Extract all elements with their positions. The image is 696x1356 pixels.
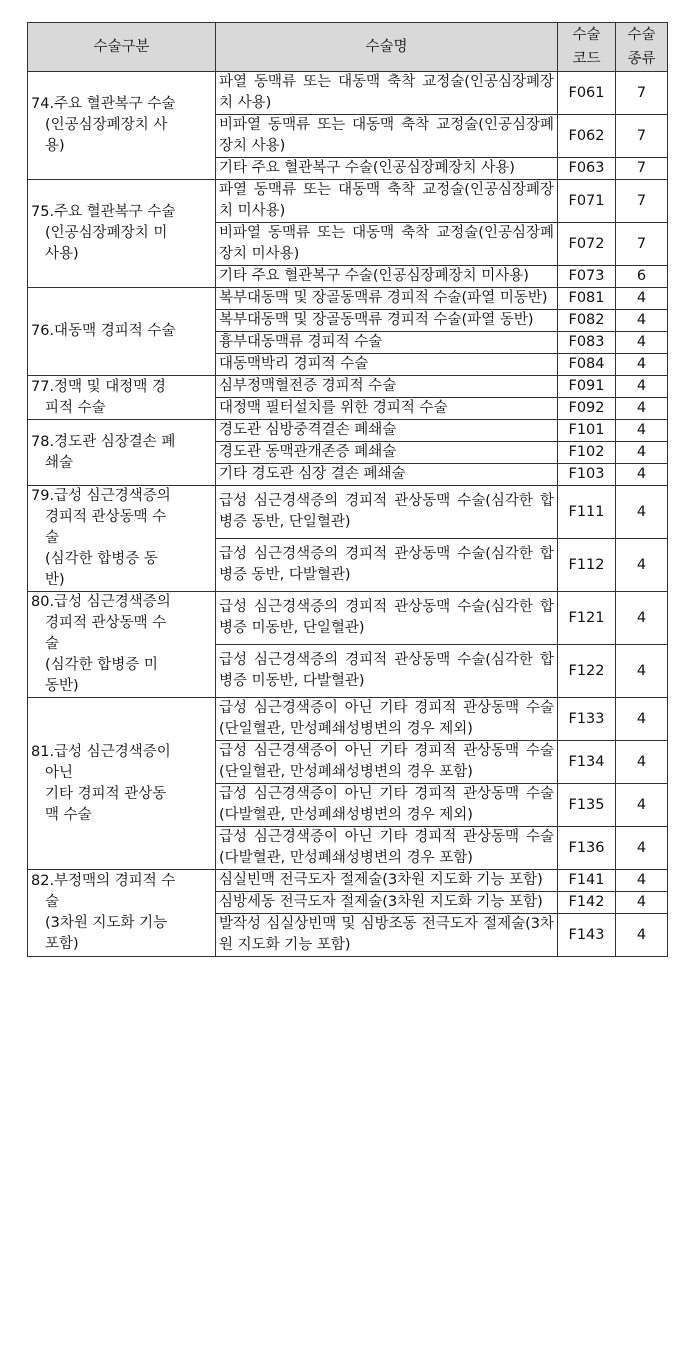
surgery-name-cell: 기타 경도관 심장 결손 폐쇄술 (216, 464, 558, 486)
category-line: (심각한 합병증 동 (45, 551, 158, 567)
surgery-name-cell: 흉부대동맥류 경피적 수술 (216, 332, 558, 354)
category-line: 기타 경피적 관상동 (45, 785, 167, 802)
table-row (28, 698, 668, 741)
surgery-code-cell: F133 (558, 698, 616, 741)
surgery-name-cell: 복부대동맥 및 장골동맥류 경피적 수술(파열 미동반) (216, 288, 558, 310)
table-row (28, 180, 668, 223)
surgery-code-cell: F101 (558, 420, 616, 442)
surgery-name-cell: 급성 심근경색증의 경피적 관상동맥 수술(심각한 합병증 미동반, 다발혈관) (216, 645, 558, 698)
surgery-code-cell: F082 (558, 310, 616, 332)
surgery-name-cell: 대동맥박리 경피적 수술 (216, 354, 558, 376)
surgery-name-cell: 심실빈맥 전극도자 절제술(3차원 지도화 기능 포함) (216, 870, 558, 892)
category-line: 74.주요 혈관복구 수술 (31, 96, 176, 112)
surgery-name-cell: 심방세동 전극도자 절제술(3차원 지도화 기능 포함) (216, 892, 558, 914)
table-row (28, 870, 668, 892)
surgery-code-cell: F112 (558, 539, 616, 592)
surgery-name-cell: 심부정맥혈전증 경피적 수술 (216, 376, 558, 398)
surgery-type-cell: 4 (616, 310, 668, 332)
category-line: 술 (45, 894, 60, 910)
table-row (28, 72, 668, 115)
surgery-code-cell: F091 (558, 376, 616, 398)
surgery-type-cell: 4 (616, 398, 668, 420)
category-cell (28, 376, 216, 420)
category-line: 77.정맥 및 대정맥 경 (31, 378, 166, 395)
surgery-code-cell: F102 (558, 442, 616, 464)
surgery-type-cell: 4 (616, 741, 668, 784)
category-cell (28, 180, 216, 288)
surgery-code-cell: F136 (558, 827, 616, 870)
category-line: 술 (45, 636, 60, 652)
surgery-name-cell: 비파열 동맥류 또는 대동맥 축착 교정술(인공심장폐장치 사용) (216, 115, 558, 158)
surgery-table (27, 22, 668, 957)
category-cell (28, 592, 216, 698)
surgery-type-cell: 4 (616, 592, 668, 645)
surgery-name-cell: 급성 심근경색증의 경피적 관상동맥 수술(심각한 합병증 미동반, 단일혈관) (216, 592, 558, 645)
surgery-type-cell: 4 (616, 486, 668, 539)
table-row (28, 420, 668, 442)
category-line: 사용) (45, 246, 79, 262)
surgery-code-cell: F134 (558, 741, 616, 784)
surgery-type-cell: 4 (616, 420, 668, 442)
header-type-line-2: 종류 (627, 51, 656, 67)
surgery-name-cell: 기타 주요 혈관복구 수술(인공심장폐장치 사용) (216, 158, 558, 180)
surgery-type-cell: 7 (616, 180, 668, 223)
surgery-type-cell: 4 (616, 539, 668, 592)
category-line: (인공심장폐장치 미 (45, 225, 168, 241)
surgery-name-cell: 비파열 동맥류 또는 대동맥 축착 교정술(인공심장폐장치 미사용) (216, 223, 558, 266)
surgery-name-cell: 파열 동맥류 또는 대동맥 축착 교정술(인공심장폐장치 미사용) (216, 180, 558, 223)
category-line: 피적 수술 (45, 399, 106, 416)
surgery-code-cell: F061 (558, 72, 616, 115)
surgery-code-cell: F084 (558, 354, 616, 376)
header-code-line-2: 코드 (572, 51, 601, 67)
surgery-name-cell: 대정맥 필터설치를 위한 경피적 수술 (216, 398, 558, 420)
surgery-type-cell: 4 (616, 464, 668, 486)
table-row (28, 288, 668, 310)
surgery-code-cell: F141 (558, 870, 616, 892)
category-line: (인공심장폐장치 사 (45, 117, 168, 133)
surgery-name-cell: 기타 주요 혈관복구 수술(인공심장폐장치 미사용) (216, 266, 558, 288)
surgery-type-cell: 7 (616, 115, 668, 158)
category-cell (28, 698, 216, 870)
category-cell (28, 486, 216, 592)
category-line: 용) (45, 138, 65, 154)
category-line: 동반) (45, 678, 79, 694)
category-cell (28, 288, 216, 376)
surgery-name-cell: 급성 심근경색증의 경피적 관상동맥 수술(심각한 합병증 동반, 다발혈관) (216, 539, 558, 592)
surgery-name-cell: 복부대동맥 및 장골동맥류 경피적 수술(파열 동반) (216, 310, 558, 332)
category-cell (28, 72, 216, 180)
category-line: 반) (45, 572, 65, 588)
header-name: 수술명 (216, 23, 558, 72)
surgery-type-cell: 4 (616, 827, 668, 870)
category-line: 79.급성 심근경색증의 (31, 488, 171, 504)
category-cell (28, 870, 216, 957)
surgery-name-cell: 경도관 동맥관개존증 폐쇄술 (216, 442, 558, 464)
surgery-code-cell: F073 (558, 266, 616, 288)
surgery-type-cell: 7 (616, 72, 668, 115)
surgery-code-cell: F092 (558, 398, 616, 420)
category-line: 75.주요 혈관복구 수술 (31, 204, 176, 220)
surgery-code-cell: F071 (558, 180, 616, 223)
surgery-type-cell: 4 (616, 442, 668, 464)
table-row (28, 592, 668, 645)
surgery-code-cell: F121 (558, 592, 616, 645)
header-type-line-1: 수술 (627, 27, 656, 43)
header-code-line-1: 수술 (572, 27, 601, 43)
surgery-name-cell: 급성 심근경색증이 아닌 기타 경피적 관상동맥 수술(단일혈관, 만성폐쇄성병변의 경우 제외) (216, 698, 558, 741)
surgery-name-cell: 경도관 심방중격결손 폐쇄술 (216, 420, 558, 442)
surgery-type-cell: 4 (616, 914, 668, 957)
surgery-type-cell: 6 (616, 266, 668, 288)
category-cell (28, 420, 216, 486)
surgery-name-cell: 파열 동맥류 또는 대동맥 축착 교정술(인공심장폐장치 사용) (216, 72, 558, 115)
surgery-code-cell: F143 (558, 914, 616, 957)
category-line: 경피적 관상동맥 수 (45, 509, 167, 525)
surgery-name-cell: 발작성 심실상빈맥 및 심방조동 전극도자 절제술(3차원 지도화 기능 포함) (216, 914, 558, 957)
surgery-name-cell: 급성 심근경색증이 아닌 기타 경피적 관상동맥 수술(단일혈관, 만성폐쇄성병변의 경우 포함) (216, 741, 558, 784)
surgery-name-cell: 급성 심근경색증이 아닌 기타 경피적 관상동맥 수술(다발혈관, 만성폐쇄성병변의 경우 포함) (216, 827, 558, 870)
surgery-code-cell: F062 (558, 115, 616, 158)
header-row (28, 23, 668, 72)
header-type (616, 23, 668, 72)
table-row (28, 376, 668, 398)
category-line: 맥 수술 (45, 806, 92, 823)
surgery-code-cell: F083 (558, 332, 616, 354)
table-body (28, 72, 668, 957)
category-line: 아닌 (45, 764, 74, 781)
header-code (558, 23, 616, 72)
surgery-type-cell: 4 (616, 698, 668, 741)
surgery-type-cell: 4 (616, 645, 668, 698)
surgery-code-cell: F103 (558, 464, 616, 486)
surgery-code-cell: F135 (558, 784, 616, 827)
surgery-code-cell: F122 (558, 645, 616, 698)
surgery-code-cell: F072 (558, 223, 616, 266)
surgery-type-cell: 7 (616, 158, 668, 180)
surgery-type-cell: 4 (616, 376, 668, 398)
category-line: 82.부정맥의 경피적 수 (31, 873, 176, 889)
surgery-code-cell: F063 (558, 158, 616, 180)
category-line: 경피적 관상동맥 수 (45, 615, 167, 631)
surgery-code-cell: F111 (558, 486, 616, 539)
category-line: 80.급성 심근경색증의 (31, 594, 171, 610)
surgery-code-cell: F081 (558, 288, 616, 310)
surgery-name-cell: 급성 심근경색증의 경피적 관상동맥 수술(심각한 합병증 동반, 단일혈관) (216, 486, 558, 539)
category-line: 술 (45, 530, 60, 546)
surgery-code-cell: F142 (558, 892, 616, 914)
surgery-type-cell: 4 (616, 354, 668, 376)
surgery-type-cell: 4 (616, 870, 668, 892)
surgery-type-cell: 4 (616, 332, 668, 354)
category-line: 76.대동맥 경피적 수술 (31, 323, 176, 339)
surgery-type-cell: 7 (616, 223, 668, 266)
header-category: 수술구분 (28, 23, 216, 72)
category-line: 포함) (45, 936, 79, 952)
surgery-name-cell: 급성 심근경색증이 아닌 기타 경피적 관상동맥 수술(다발혈관, 만성폐쇄성병변의 경우 제외) (216, 784, 558, 827)
category-line: 쇄술 (45, 454, 74, 471)
surgery-type-cell: 4 (616, 892, 668, 914)
table-row (28, 486, 668, 539)
surgery-type-cell: 4 (616, 784, 668, 827)
category-line: (3차원 지도화 기능 (45, 915, 168, 931)
category-line: (심각한 합병증 미 (45, 657, 158, 673)
surgery-type-cell: 4 (616, 288, 668, 310)
category-line: 81.급성 심근경색증이 (31, 743, 171, 760)
category-line: 78.경도관 심장결손 폐 (31, 433, 176, 450)
